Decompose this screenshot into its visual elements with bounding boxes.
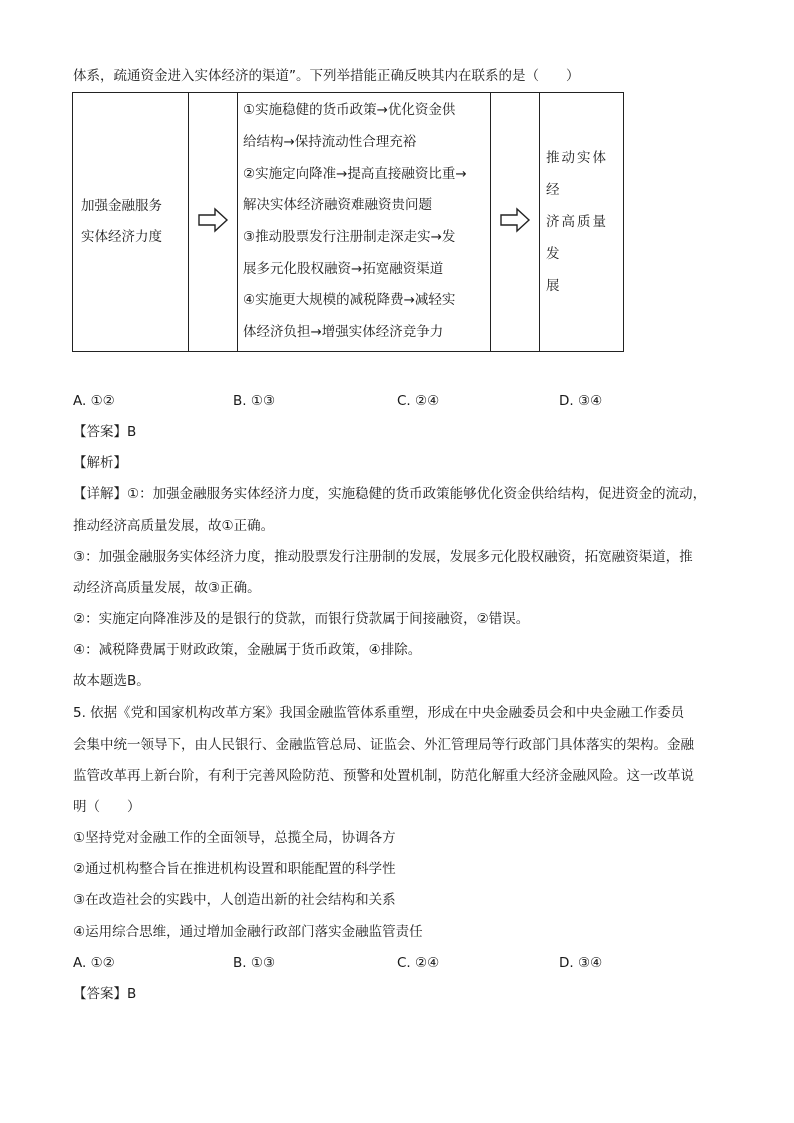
detail-text: 推动经济高质量发展，故①正确。 — [73, 518, 275, 534]
statement-item: ③在改造社会的实践中，人创造出新的社会结构和关系 — [73, 892, 396, 908]
diagram-left-line: 实体经济力度 — [81, 229, 162, 245]
option-b: B. ①③ — [233, 393, 276, 409]
question-intro: 体系，疏通资金进入实体经济的渠道”。下列举措能正确反映其内在联系的是（ ） — [73, 68, 580, 84]
analysis-label: 【解析】 — [73, 455, 127, 471]
measure-line: ②实施定向降准→提高直接融资比重→ — [243, 165, 467, 182]
right-arrow-icon — [499, 207, 531, 233]
detail-text: ②：实施定向降准涉及的是银行的贷款，而银行贷款属于间接融资，②错误。 — [73, 611, 530, 627]
answer-label: 【答案】B — [73, 986, 137, 1002]
diagram-right-line: 济高质量发 — [546, 214, 608, 262]
measure-line: ③推动股票发行注册制走深走实→发 — [243, 229, 456, 245]
question-stem: 监管改革再上新台阶，有利于完善风险防范、预警和处置机制，防范化解重大经济金融风险。这一改革说 — [73, 768, 694, 784]
measure-line: 解决实体经济融资难融资贵问题 — [243, 197, 432, 214]
detail-text: ④：减税降费属于财政政策，金融属于货币政策，④排除。 — [73, 642, 422, 658]
detail-text: ③：加强金融服务实体经济力度，推动股票发行注册制的发展，发展多元化股权融资，拓宽融资渠道，推 — [73, 549, 693, 565]
statement-item: ②通过机构整合旨在推进机构设置和职能配置的科学性 — [73, 861, 396, 877]
diagram-measures-cell — [238, 93, 491, 352]
measure-line: ④实施更大规模的减税降费→减轻实 — [243, 292, 456, 309]
answer-options — [73, 953, 713, 973]
diagram-right-cell — [540, 93, 624, 352]
diagram-right-line: 展 — [546, 278, 562, 294]
option-c: C. ②④ — [397, 955, 440, 971]
flow-diagram — [72, 92, 624, 352]
diagram-left-line: 加强金融服务 — [81, 198, 162, 214]
option-d: D. ③④ — [559, 955, 603, 971]
statement-item: ④运用综合思维，通过增加金融行政部门落实金融监管责任 — [73, 924, 423, 940]
option-d: D. ③④ — [559, 393, 603, 409]
diagram-arrow-cell — [491, 93, 540, 352]
measure-line: ①实施稳健的货币政策→优化资金供 — [243, 102, 456, 119]
right-arrow-icon — [197, 207, 229, 233]
conclusion-text: 故本题选B。 — [73, 673, 150, 689]
diagram-right-line: 推动实体经 — [546, 150, 608, 198]
measure-line: 给结构→保持流动性合理充裕 — [243, 133, 417, 150]
detail-text: 动经济高质量发展，故③正确。 — [73, 580, 261, 596]
question-stem: 明（ ） — [73, 799, 141, 815]
question-stem: 5. 依据《党和国家机构改革方案》我国金融监管体系重塑，形成在中央金融委员会和中央金融工作委员 — [73, 705, 685, 721]
option-b: B. ①③ — [233, 955, 276, 971]
option-c: C. ②④ — [397, 393, 440, 409]
detail-text: 【详解】①：加强金融服务实体经济力度，实施稳健的货币政策能够优化资金供给结构，促进资金的流动， — [73, 486, 707, 502]
answer-label: 【答案】B — [73, 424, 137, 440]
option-a: A. ①② — [73, 393, 115, 409]
question-stem: 会集中统一领导下，由人民银行、金融监管总局、证监会、外汇管理局等行政部门具体落实的架构。金融 — [73, 737, 694, 753]
measure-line: 体经济负担→增强实体经济竞争力 — [243, 324, 444, 341]
diagram-arrow-cell — [189, 93, 238, 352]
measure-line: 展多元化股权融资→拓宽融资渠道 — [243, 260, 444, 277]
answer-options — [73, 391, 713, 411]
option-a: A. ①② — [73, 955, 115, 971]
statement-item: ①坚持党对金融工作的全面领导，总揽全局，协调各方 — [73, 830, 396, 846]
diagram-left-cell — [73, 93, 189, 352]
